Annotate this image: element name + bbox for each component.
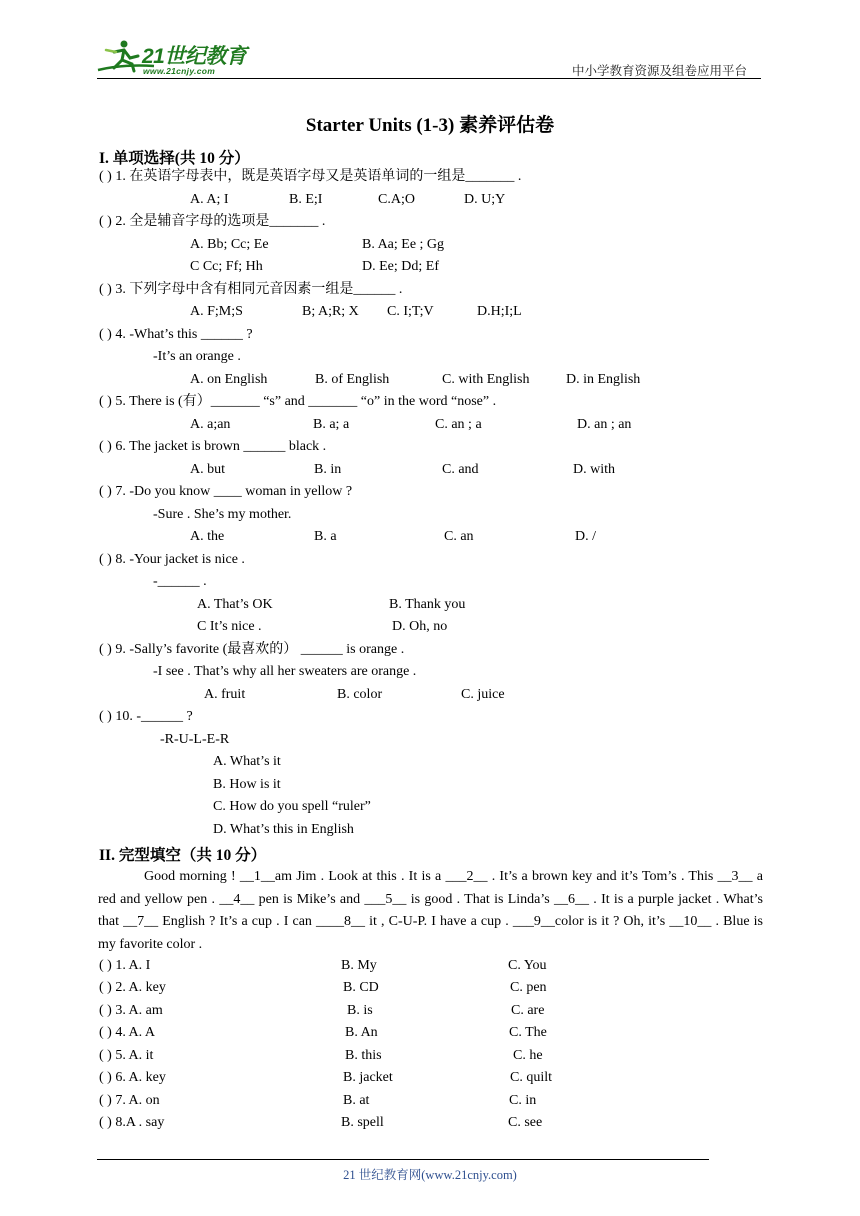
q2-option-c: C Cc; Ff; Hh [190,259,263,274]
q4-option-c: C. with English [442,372,530,387]
q5-option-d: D. an ; an [577,417,632,432]
cloze-item-6-b: B. jacket [343,1070,393,1085]
cloze-item-5: ( ) 5. A. it [99,1048,154,1063]
cloze-item-8-c: C. see [508,1115,543,1130]
q10-option-d: D. What’s this in English [213,822,354,837]
cloze-item-5-c: C. he [513,1048,543,1063]
question-5: ( ) 5. There is (有）_______ “s” and _______ “o” in the word “nose” . [99,394,497,409]
footer-text[interactable]: 21 世纪教育网(www.21cnjy.com) [343,1168,517,1182]
q9-option-a: A. fruit [204,687,246,702]
cloze-item-4-c: C. The [509,1025,547,1040]
q7-option-d: D. / [575,529,596,544]
q4-option-b: B. of English [315,372,390,387]
q7-response: -Sure . She’s my mother. [153,507,292,522]
q7-option-b: B. a [314,529,337,544]
q1-option-a: A. A; I [190,192,229,207]
q8-option-b: B. Thank you [389,597,466,612]
q3-option-a: A. F;M;S [190,304,243,319]
q4-option-d: D. in English [566,372,641,387]
question-2: ( ) 2. 全是辅音字母的选项是_______ . [99,214,326,229]
q10-response: -R-U-L-E-R [160,732,230,747]
cloze-passage: Good morning ! __1__am Jim . Look at this . It is a ___2__ . It’s a brown key and it’s Tom’s . This __3__ a red and yellow pen . __4__ pen is Mike’s and ___5__ is good . That is Linda’s __6__ . It is a purple jacket . What’s that __7__ English ? It’s a cup . I can ____8__ it , C-U-P. I have a cup . ___9__color is it ? Oh, it’s __10__ . Blue is my favorite color . [98,869,763,952]
q6-option-a: A. but [190,462,225,477]
q9-response: -I see . That’s why all her sweaters are orange . [153,664,417,679]
q7-option-c: C. an [444,529,474,544]
section1-heading: I. 单项选择(共 10 分） [99,150,250,167]
q6-option-b: B. in [314,462,342,477]
cloze-item-3-b: B. is [347,1003,373,1018]
question-1: ( ) 1. 在英语字母表中，既是英语字母又是英语单词的一组是_______ . [99,169,522,184]
q8-option-a: A. That’s OK [197,597,273,612]
question-6: ( ) 6. The jacket is brown ______ black . [99,439,327,454]
cloze-item-6: ( ) 6. A. key [99,1070,166,1085]
q8-option-c: C It’s nice . [197,619,262,634]
header-platform-text: 中小学教育资源及组卷应用平台 [572,63,748,78]
q8-option-d: D. Oh, no [392,619,448,634]
question-10: ( ) 10. -______ ? [99,709,193,724]
question-8: ( ) 8. -Your jacket is nice . [99,552,245,567]
cloze-item-2-b: B. CD [343,980,379,995]
cloze-item-2: ( ) 2. A. key [99,980,166,995]
q5-option-a: A. a;an [190,417,231,432]
question-7: ( ) 7. -Do you know ____ woman in yellow ? [99,484,353,499]
footer-divider [97,1159,709,1160]
cloze-item-1: ( ) 1. A. I [99,958,151,973]
cloze-item-2-c: C. pen [510,980,547,995]
q1-option-d: D. U;Y [464,192,506,207]
q5-option-b: B. a; a [313,417,350,432]
q10-option-a: A. What’s it [213,754,281,769]
q9-option-b: B. color [337,687,383,702]
question-4: ( ) 4. -What’s this ______ ? [99,327,253,342]
q5-option-c: C. an ; a [435,417,482,432]
q2-option-b: B. Aa; Ee ; Gg [362,237,445,252]
q1-option-b: B. E;I [289,192,323,207]
header-divider [97,78,761,79]
cloze-item-1-b: B. My [341,958,377,973]
cloze-item-7-b: B. at [343,1093,370,1108]
cloze-item-5-b: B. this [345,1048,382,1063]
logo-text: 21世纪教育 [142,45,247,68]
q2-option-a: A. Bb; Cc; Ee [190,237,269,252]
cloze-item-8: ( ) 8.A . say [99,1115,165,1130]
q3-option-d: D.H;I;L [477,304,522,319]
cloze-item-7-c: C. in [509,1093,537,1108]
cloze-item-3-c: C. are [511,1003,545,1018]
q6-option-c: C. and [442,462,479,477]
q10-option-b: B. How is it [213,777,281,792]
q3-option-b: B; A;R; X [302,304,359,319]
q1-option-c: C.A;O [378,192,415,207]
cloze-item-6-c: C. quilt [510,1070,553,1085]
cloze-item-1-c: C. You [508,958,547,973]
cloze-item-4: ( ) 4. A. A [99,1025,155,1040]
q3-option-c: C. I;T;V [387,304,434,319]
q4-option-a: A. on English [190,372,268,387]
q2-option-d: D. Ee; Dd; Ef [362,259,439,274]
cloze-item-3: ( ) 3. A. am [99,1003,163,1018]
q10-option-c: C. How do you spell “ruler” [213,799,371,814]
cloze-item-4-b: B. An [345,1025,378,1040]
q7-option-a: A. the [190,529,225,544]
logo-url: www.21cnjy.com [143,66,216,76]
cloze-item-7: ( ) 7. A. on [99,1093,160,1108]
question-9: ( ) 9. -Sally’s favorite (最喜欢的） ______ is orange . [99,642,405,657]
page-title: Starter Units (1-3) 素养评估卷 [305,115,555,136]
q6-option-d: D. with [573,462,615,477]
q9-option-c: C. juice [461,687,505,702]
question-3: ( ) 3. 下列字母中含有相同元音因素一组是______ . [99,282,403,297]
section2-heading: II. 完型填空（共 10 分） [99,847,267,864]
q8-response: -______ . [153,574,207,589]
cloze-item-8-b: B. spell [341,1115,384,1130]
q4-response: -It’s an orange . [153,349,241,364]
